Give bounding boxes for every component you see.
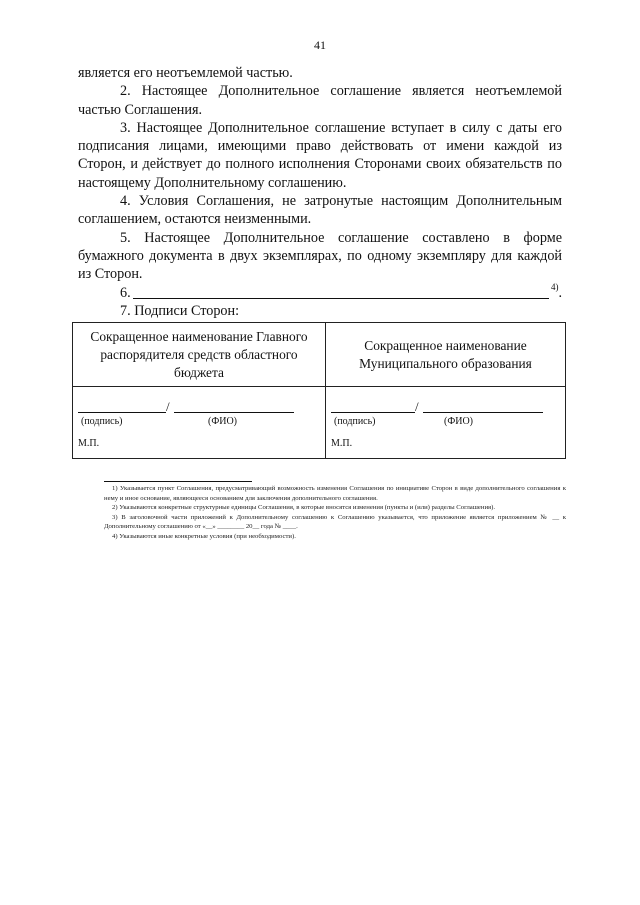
left-signature-label: (подпись) [81, 416, 123, 427]
signatures-table [72, 322, 566, 459]
left-slash: / [166, 399, 170, 414]
paragraph-2: 2. Настоящее Дополнительное соглашение является неотъемлемой частью Соглашения. [78, 83, 562, 118]
paragraph-6 [78, 281, 562, 302]
right-stamp-label: М.П. [331, 438, 353, 449]
footnote-2: 2) Указываются конкретные структурные единицы Соглашения, в которые вносятся изменения (пункты и (или) разделы Соглашения). [112, 504, 496, 512]
paragraph-7: 7. Подписи Сторон: [120, 302, 240, 319]
left-party-header [73, 323, 326, 387]
right-signature-cell [326, 387, 565, 458]
paragraph-6-number: 6. [120, 284, 131, 301]
right-signature-label: (подпись) [334, 416, 376, 427]
paragraph-6-blank-line [133, 284, 549, 299]
right-name-line [423, 412, 543, 413]
paragraph-3: 3. Настоящее Дополнительное соглашение вступает в силу с даты его подписания лицами, имеющими право действовать от имени каждой из Сторон, и действует до полного исполнения Сторонами своих обязательств по настоящему Дополнительному соглашению. [78, 119, 562, 191]
right-party-name: Сокращенное наименование Муниципального образования [359, 337, 532, 371]
right-slash: / [415, 399, 419, 414]
left-stamp-label: М.П. [78, 438, 100, 449]
left-name-label: (ФИО) [208, 416, 238, 427]
footnote-separator [104, 481, 252, 482]
right-name-label: (ФИО) [444, 416, 474, 427]
left-signature-cell [73, 387, 326, 458]
footnote-ref-4: 4) [550, 281, 559, 292]
footnotes [104, 484, 566, 542]
footnote-3: 3) В заголовочной части приложений к Дополнительному соглашению к Соглашению указывается, что приложение является приложением № __ к Дополнительному соглашению от «__» ________ 20__ года № ____. [104, 513, 566, 531]
paragraph-1-tail: является его неотъемлемой частью. [78, 65, 293, 81]
paragraph-6-period: . [558, 284, 562, 301]
agreement-body [78, 64, 562, 320]
left-party-name: Сокращенное наименование Главного распорядителя средств областного бюджета [90, 328, 308, 380]
footnote-4: 4) Указываются иные конкретные условия (при необходимости). [112, 532, 296, 540]
left-signature-line [78, 412, 166, 413]
right-party-header [326, 323, 565, 387]
footnote-1: 1) Указывается пункт Соглашения, предусматривающий возможность изменения Соглашения по инициативе Сторон в виде дополнительного соглашения к нему и иное основание, являющееся основанием для заключения дополнительного соглашения. [104, 485, 566, 502]
right-signature-line [331, 412, 415, 413]
paragraph-4: 4. Условия Соглашения, не затронутые настоящим Дополнительным соглашением, остаются неизменными. [78, 193, 562, 228]
page-number: 41 [314, 38, 326, 52]
paragraph-5: 5. Настоящее Дополнительное соглашение составлено в форме бумажного документа в двух экземплярах, по одному экземпляру для каждой из Сторон. [78, 229, 562, 283]
left-name-line [174, 412, 294, 413]
